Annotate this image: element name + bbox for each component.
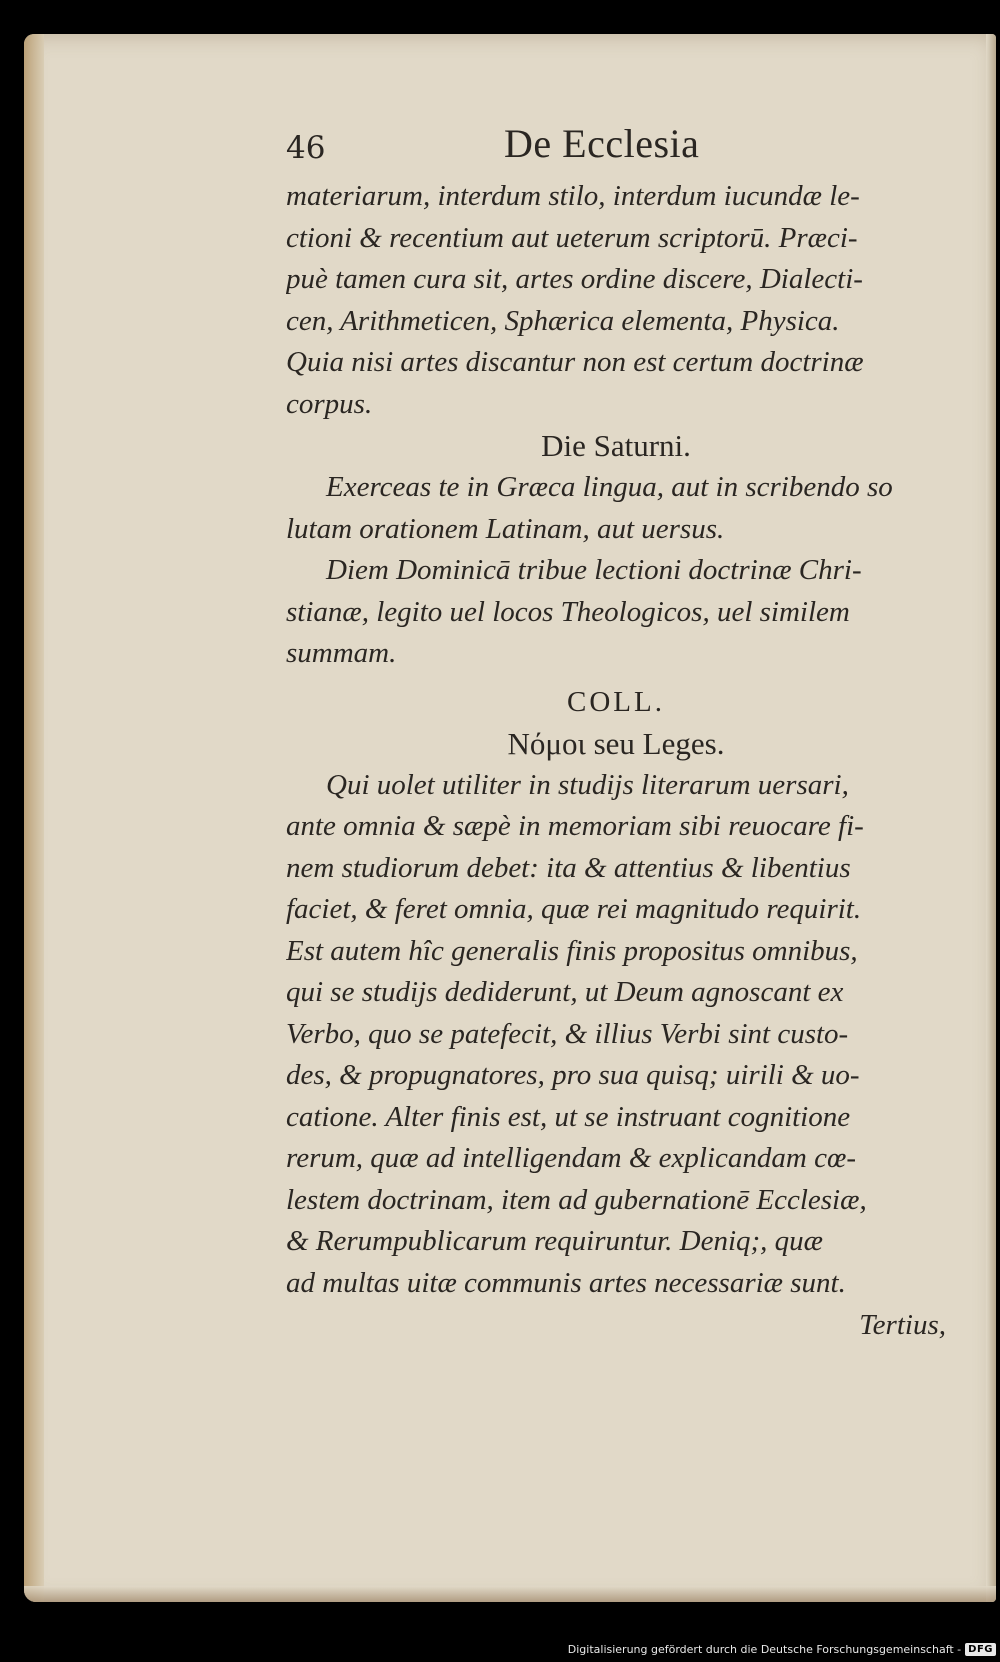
text-line: catione. Alter finis est, ut se instruant cognitione: [286, 1100, 851, 1133]
text-line: Qui uolet utiliter in studijs literarum uersari,: [326, 768, 849, 801]
text-line: Exerceas te in Græca lingua, aut in scribendo so: [326, 471, 893, 503]
text-line: cen, Arithmeticen, Sphærica elementa, Physica.: [286, 304, 840, 337]
text-line: Quia nisi artes discantur non est certum doctrinæ: [286, 346, 864, 378]
text-line: des, & propugnatores, pro sua quisq; uirili & uo-: [286, 1059, 860, 1091]
page-gutter-shadow: [24, 34, 44, 1602]
text-line: ad multas uitæ communis artes necessariæ sunt.: [286, 1266, 846, 1299]
text-block: [286, 116, 946, 1346]
text-line: lutam orationem Latinam, aut uersus.: [286, 512, 725, 545]
text-line: lestem doctrinam, item ad gubernationē Ecclesiæ,: [286, 1183, 867, 1216]
heading-leges: Νόμοι seu Leges.: [507, 725, 725, 761]
text-line: corpus.: [286, 387, 373, 420]
dfg-logo-icon: DFG: [965, 1643, 996, 1656]
text-line: puè tamen cura sit, artes ordine discere, Dialecti-: [286, 263, 863, 295]
text-line: rerum, quæ ad intelligendam & explicandam cœ-: [286, 1142, 856, 1174]
text-line: faciet, & feret omnia, quæ rei magnitudo requirit.: [286, 893, 862, 925]
text-line: ante omnia & sæpè in memoriam sibi reuocare fi-: [286, 810, 864, 842]
heading-die-saturni: Die Saturni.: [541, 428, 691, 463]
book-page: [24, 34, 996, 1602]
paragraph-3: [286, 550, 946, 675]
text-line: Est autem hîc generalis finis propositus omnibus,: [286, 934, 858, 967]
catchword: Tertius,: [859, 1309, 946, 1341]
text-line: & Rerumpublicarum requiruntur. Deniq;, quæ: [286, 1225, 824, 1257]
text-line: materiarum, interdum stilo, interdum iucundæ le-: [286, 180, 860, 212]
text-line: stianæ, legito uel locos Theologicos, uel similem: [286, 595, 850, 628]
digitization-credit: [568, 1643, 996, 1656]
text-line: qui se studijs dediderunt, ut Deum agnoscant ex: [286, 976, 844, 1008]
page-header: [286, 116, 946, 176]
page-number: 46: [286, 130, 326, 166]
text-line: nem studiorum debet: ita & attentius & libentius: [286, 851, 851, 884]
text-line: Diem Dominicā tribue lectioni doctrinæ Chri-: [326, 554, 862, 586]
page-fore-edge: [986, 34, 996, 1602]
paragraph-2: [286, 467, 946, 550]
text-line: Verbo, quo se patefecit, & illius Verbi sint custo-: [286, 1017, 849, 1050]
paragraph-1: [286, 176, 946, 425]
text-line: ctioni & recentium aut ueterum scriptorū. Præci-: [286, 221, 858, 254]
credit-text: Digitalisierung gefördert durch die Deutsche Forschungsgemeinschaft -: [567, 1643, 962, 1656]
running-head: De Ecclesia: [504, 121, 700, 166]
heading-coll: COLL.: [567, 685, 665, 718]
page-bottom-edge: [24, 1586, 996, 1602]
paragraph-4: [286, 765, 946, 1305]
text-line: summam.: [286, 637, 397, 669]
